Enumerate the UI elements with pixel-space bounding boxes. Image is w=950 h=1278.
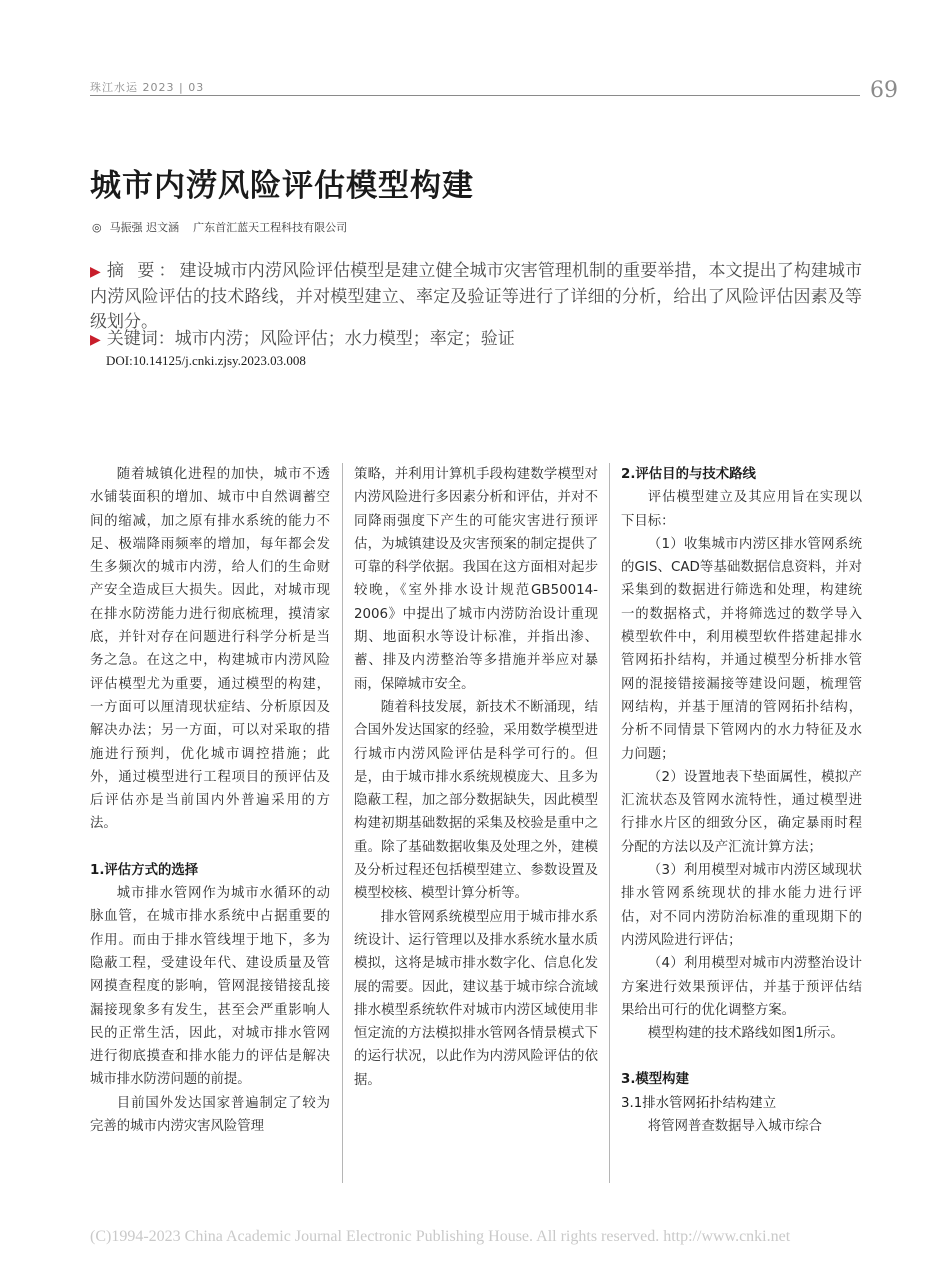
subsection-heading: 3.1排水管网拓扑结构建立 <box>621 1095 777 1111</box>
journal-name: 珠江水运 2023 | 03 <box>90 81 205 94</box>
abstract-arrow-icon: ▶ <box>90 264 101 280</box>
abstract-text: 建设城市内涝风险评估模型是建立健全城市灾害管理机制的重要举措，本文提出了构建城市内涝风险评估的技术路线，并对模型建立、率定及验证等进行了详细的分析，给出了风险评估因素及等级划分。 <box>90 261 863 332</box>
column-1 <box>90 463 330 1138</box>
section-heading: 1.评估方式的选择 <box>90 862 199 878</box>
body-paragraph: 城市排水管网作为城市水循环的动脉血管，在城市排水系统中占据重要的作用。而由于排水管线埋于地下，多为隐蔽工程，受建设年代、建设质量及管网摸查程度的影响，管网混接错接乱接漏接现象多有发生，甚至会严重影响人民的正常生活，因此，对城市排水管网进行彻底摸查和排水能力的评估是解决城市排水防涝问题的前提。 <box>90 886 330 1088</box>
section-heading: 3.模型构建 <box>621 1072 689 1088</box>
body-paragraph: 目前国外发达国家普遍制定了较为完善的城市内涝灾害风险管理 <box>90 1095 330 1135</box>
body-paragraph: 模型构建的技术路线如图1所示。 <box>647 1026 844 1042</box>
body-paragraph: 排水管网系统模型应用于城市排水系统设计、运行管理以及排水系统水量水质模拟，这将是城市排水数字化、信息化发展的需要。因此，建议基于城市综合流域排水模型系统软件对城市内涝区域使用非恒定流的方法模拟排水管网各情景模式下的运行状况，以此作为内涝风险评估的依据。 <box>354 909 598 1088</box>
column-2 <box>354 463 598 1092</box>
body-paragraph: （2）设置地表下垫面属性，模拟产汇流状态及管网水流特性，通过模型进行排水片区的细致分区，确定暴雨时程分配的方法以及产汇流计算方法； <box>621 769 862 855</box>
page-number: 69 <box>870 78 898 103</box>
abstract <box>90 259 862 335</box>
body-paragraph: 评估模型建立及其应用旨在实现以下目标： <box>621 490 862 529</box>
doi: DOI:10.14125/j.cnki.zjsy.2023.03.008 <box>106 353 306 368</box>
body-paragraph: （4）利用模型对城市内涝整治设计方案进行效果预评估，并基于预评估结果给出可行的优化调整方案。 <box>621 956 862 1018</box>
copyright-footer: (C)1994-2023 China Academic Journal Electronic Publishing House. All rights reserved. http://www.cnki.net <box>90 1228 791 1245</box>
header-rule <box>90 95 860 96</box>
body-paragraph: 随着科技发展，新技术不断涌现，结合国外发达国家的经验，采用数学模型进行城市内涝风险评估是科学可行的。但是，由于城市排水系统规模庞大、且多为隐蔽工程，加之部分数据缺失，因此模型构建初期基础数据的采集及校验是重中之重。除了基础数据收集及处理之外，建模及分析过程还包括模型建立、参数设置及模型校核、模型计算分析等。 <box>354 699 598 902</box>
abstract-label: 摘 要： <box>106 261 180 281</box>
keywords-label: 关键词： <box>106 329 175 349</box>
column-3 <box>621 463 862 1138</box>
author-affiliation: 广东首汇蓝天工程科技有限公司 <box>193 221 348 234</box>
body-paragraph: 策略，并利用计算机手段构建数学模型对内涝风险进行多因素分析和评估，并对不同降雨强度下产生的可能灾害进行预评估，为城镇建设及灾害预案的制定提供了可靠的科学依据。我国在这方面相对起步较晚，《室外排水设计规范GB50014-2006》中提出了城市内涝防治设计重现期、地面积水等设计标准，并指出渗、蓄、排及内涝整治等多措施并举应对暴雨，保障城市安全。 <box>354 467 598 692</box>
author-line <box>92 219 347 235</box>
running-header <box>90 76 860 96</box>
author-symbol: ◎ <box>92 221 102 234</box>
body-paragraph: 随着城镇化进程的加快，城市不透水铺装面积的增加、城市中自然调蓄空间的缩减，加之原有排水系统的能力不足、极端降雨频率的增加，每年都会发生多频次的城市内涝，给人们的生命财产安全造成巨大损失。因此，对城市现在排水防涝能力进行彻底梳理，摸清家底，并针对存在问题进行科学分析是当务之急。在这之中，构建城市内涝风险评估模型尤为重要，通过模型的构建，一方面可以厘清现状症结、分析原因及解决办法；另一方面，可以对采取的措施进行预判，优化城市调控措施；此外，通过模型进行工程项目的预评估及后评估亦是当前国内外普遍采用的方法。 <box>90 467 330 832</box>
keywords-text: 城市内涝；风险评估；水力模型；率定；验证 <box>174 329 515 349</box>
keywords-arrow-icon: ▶ <box>90 332 101 348</box>
body-paragraph: （3）利用模型对城市内涝区域现状排水管网系统现状的排水能力进行评估，对不同内涝防治标准的重现期下的内涝风险进行评估； <box>621 863 862 948</box>
body-paragraph: 将管网普查数据导入城市综合 <box>647 1119 822 1135</box>
keywords <box>90 328 862 351</box>
author-names: 马振强 迟文涵 <box>109 221 180 234</box>
column-divider <box>609 463 610 1183</box>
article-title: 城市内涝风险评估模型构建 <box>90 168 474 204</box>
section-heading: 2.评估目的与技术路线 <box>621 467 756 482</box>
column-divider <box>342 463 343 1183</box>
body-paragraph: （1）收集城市内涝区排水管网系统的GIS、CAD等基础数据信息资料，并对采集到的数据进行筛选和处理，构建统一的数据格式，并将筛选过的数学导入模型软件中，利用模型软件搭建起排水管网拓扑结构，并通过模型分析排水管网的混接错接漏接等建设问题，梳理管网结构，并基于厘清的管网拓扑结构，分析不同情景下管网内的水力特征及水力问题； <box>621 536 862 762</box>
